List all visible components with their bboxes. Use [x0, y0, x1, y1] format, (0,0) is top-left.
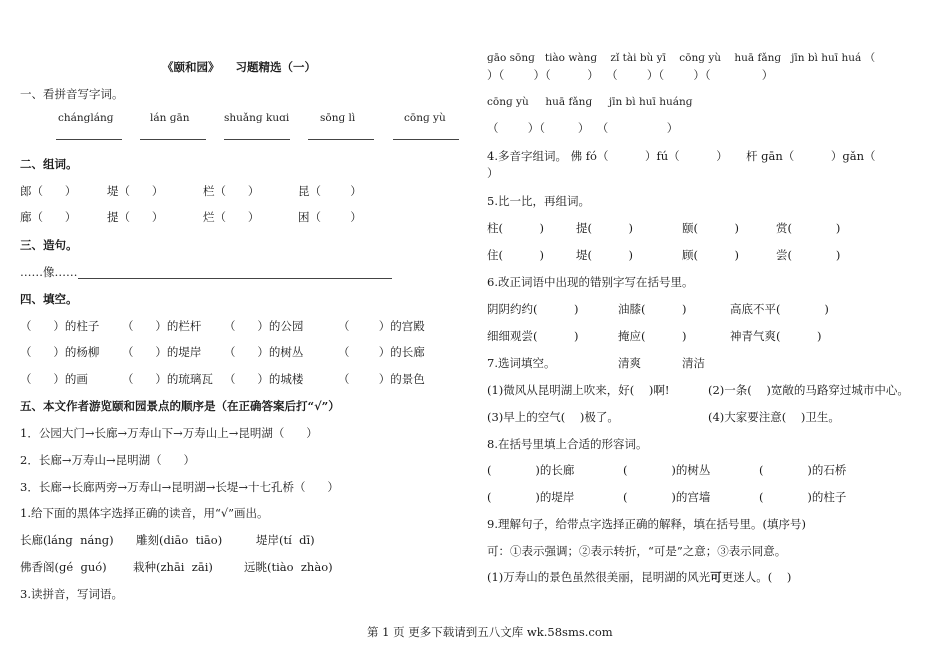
fill-item: （ ）的杨柳: [20, 345, 100, 359]
compare-item: 提( ): [576, 221, 634, 235]
compare-item: 顾( ): [682, 248, 740, 262]
order-option-3: 3．长廊→长廊两旁→万寿山→昆明湖→长堤→十七孔桥（ ）: [20, 480, 339, 494]
q9-s1-marked: 可: [710, 570, 722, 584]
q9-sentence-1: [487, 570, 791, 584]
zuci-item: 郎（ ）: [20, 184, 77, 198]
compare-item: 堤( ): [576, 248, 634, 262]
question-5: 5.比一比，再组词。: [487, 194, 590, 208]
pronunciation-item: 雕刻(diāo tiāo): [136, 533, 223, 547]
q9-definitions: 可：①表示强调；②表示转折，“可是”之意；③表示同意。: [487, 544, 787, 558]
zuci-item: 昆（ ）: [298, 184, 362, 198]
fill-item: （ ）的长廊: [338, 345, 425, 359]
zuci-item: 困（ ）: [298, 210, 362, 224]
page-footer: 第 1 页 更多下载请到五八文库 wk.58sms.com: [367, 625, 613, 639]
question-9: 9.理解句子，给带点字选择正确的解释，填在括号里。(填序号): [487, 517, 806, 531]
zuci-item: 栏（ ）: [203, 184, 260, 198]
q9-s1-pre: (1)万寿山的景色虽然很美丽，昆明湖的风光: [487, 570, 711, 584]
typo-item: 油膝( ): [618, 302, 687, 316]
adj-item: ( )的长廊: [487, 463, 575, 477]
fill-item: （ ）的栏杆: [122, 319, 202, 333]
zuci-item: 烂（ ）: [203, 210, 260, 224]
typo-item: 神青气爽( ): [730, 329, 822, 343]
fill-item: （ ）的景色: [338, 372, 425, 386]
question-4: 4.多音字组词。 佛 fó（ ）fú（ ） 杆 ɡān（ ）ɡǎn（: [487, 149, 876, 163]
question-3: 3.读拼音，写词语。: [20, 587, 123, 601]
fill-item: （ ）的树丛: [224, 345, 304, 359]
answer-paren-row-2: （ ）（ ） （ ）: [487, 121, 679, 135]
adj-item: ( )的树丛: [623, 463, 711, 477]
sentence-prompt: ……像……: [20, 265, 78, 279]
compare-item: 柱( ): [487, 221, 545, 235]
q7-sentence: (3)早上的空气( )极了。: [487, 410, 619, 424]
pinyin-1: chánglánɡ: [58, 112, 114, 124]
answer-line[interactable]: [56, 139, 122, 140]
pinyin-row-1: ɡāo sōnɡ tiào wànɡ zǐ tài bù yī cōnɡ yù huā fǎnɡ jīn bì huī huá （: [487, 52, 876, 64]
answer-paren-row-1: ）（ ）（ ） （ ）（ ）（ ）: [487, 68, 774, 82]
page-title: 《颐和园》 习题精选（一）: [162, 60, 317, 74]
typo-item: 阴阴约约( ): [487, 302, 579, 316]
fill-item: （ ）的琉璃瓦: [122, 372, 213, 386]
compare-item: 住( ): [487, 248, 545, 262]
fill-item: （ ）的公园: [224, 319, 304, 333]
question-6: 6.改正词语中出现的错别字写在括号里。: [487, 275, 694, 289]
pronunciation-item: 佛香阁(ɡé ɡuó): [20, 560, 107, 574]
question-4-cont: ）: [487, 166, 499, 180]
zuci-item: 提（ ）: [107, 210, 164, 224]
fill-item: （ ）的城楼: [224, 372, 304, 386]
compare-item: 颐( ): [682, 221, 740, 235]
typo-item: 细细观尝( ): [487, 329, 579, 343]
q7-sentence: (1)微风从昆明湖上吹来，好( )啊!: [487, 383, 670, 397]
fill-item: （ ）的堤岸: [122, 345, 202, 359]
pinyin-3: shuǎnɡ kuɑi: [224, 112, 290, 124]
answer-line[interactable]: [308, 139, 374, 140]
fill-item: （ ）的宫殿: [338, 319, 425, 333]
pronunciation-item: 长廊(lánɡ nánɡ): [20, 533, 114, 547]
adj-item: ( )的石桥: [759, 463, 847, 477]
q7-sentence: (2)一条( )宽敞的马路穿过城市中心。: [708, 383, 909, 397]
adj-item: ( )的宫墙: [623, 490, 711, 504]
pinyin-row-2: cōnɡ yù huā fǎnɡ jīn bì huī huánɡ: [487, 96, 693, 108]
section-5-heading: 五、本文作者游览颐和园景点的顺序是（在正确答案后打“√”）: [20, 399, 340, 413]
section-1-heading: 一、看拼音写字词。: [20, 87, 124, 101]
pronunciation-item: 堤岸(tí dī): [256, 533, 315, 547]
question-7: 7.选词填空。: [487, 356, 556, 370]
pinyin-2: lán ɡān: [150, 112, 190, 124]
word-choice: 清洁: [682, 356, 705, 370]
typo-item: 高底不平( ): [730, 302, 829, 316]
adj-item: ( )的柱子: [759, 490, 847, 504]
fill-item: （ ）的柱子: [20, 319, 100, 333]
q7-sentence: (4)大家要注意( )卫生。: [708, 410, 840, 424]
section-3-heading: 三、造句。: [20, 238, 78, 252]
typo-item: 掩应( ): [618, 329, 687, 343]
compare-item: 尝( ): [776, 248, 841, 262]
pinyin-4: sōnɡ lì: [320, 112, 356, 124]
zuci-item: 堤（ ）: [107, 184, 164, 198]
section-4-heading: 四、填空。: [20, 292, 78, 306]
fill-item: （ ）的画: [20, 372, 88, 386]
sentence-answer-line[interactable]: [78, 278, 392, 279]
question-1: 1.给下面的黑体字选择正确的读音，用“√”画出。: [20, 506, 269, 520]
answer-line[interactable]: [224, 139, 290, 140]
order-option-2: 2．长廊→万寿山→昆明湖（ ）: [20, 453, 196, 467]
word-choice: 清爽: [618, 356, 641, 370]
pronunciation-item: 栽种(zhāi zāi): [133, 560, 213, 574]
section-2-heading: 二、组词。: [20, 157, 78, 171]
question-8: 8.在括号里填上合适的形容词。: [487, 437, 648, 451]
order-option-1: 1．公园大门→长廊→万寿山下→万寿山上→昆明湖（ ）: [20, 426, 318, 440]
zuci-item: 廊（ ）: [20, 210, 77, 224]
pronunciation-item: 远眺(tiào zhào): [244, 560, 333, 574]
compare-item: 赏( ): [776, 221, 841, 235]
answer-line[interactable]: [393, 139, 459, 140]
pinyin-5: cōnɡ yù: [404, 112, 446, 124]
answer-line[interactable]: [140, 139, 206, 140]
adj-item: ( )的堤岸: [487, 490, 575, 504]
q9-s1-post: 更迷人。( ): [721, 570, 792, 584]
